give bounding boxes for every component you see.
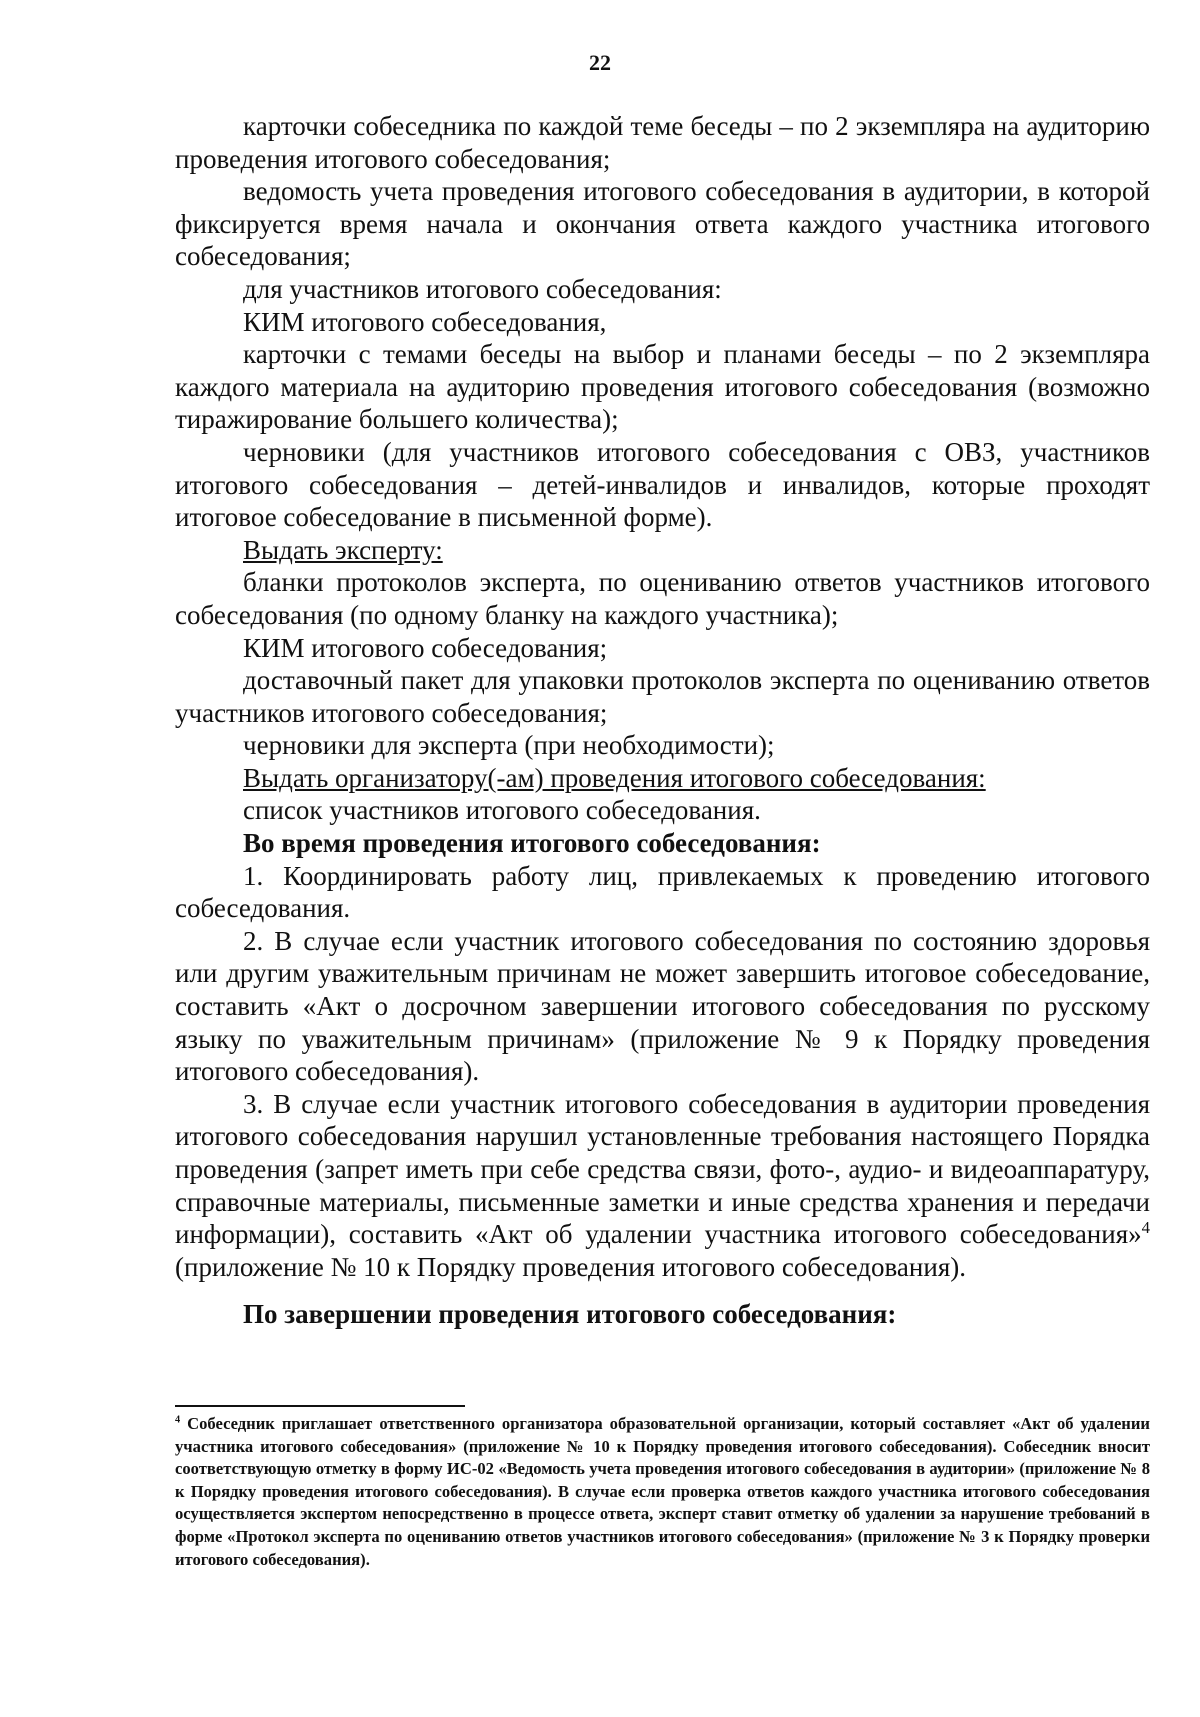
section-heading-during: Во время проведения итогового собеседования: [243, 828, 821, 859]
numbered-paragraph: 2. В случае если участник итогового собеседования по состоянию здоровья или другим уважительным причинам не может завершить итоговое собеседование, составить «Акт о досрочном завершении итогового собеседования по русскому языку по уважительным причинам» (приложение № 9 к Порядку проведения итогового собеседования). [175, 925, 1150, 1087]
footnote [175, 1413, 1150, 1571]
numbered-paragraph [175, 1088, 1150, 1284]
paragraph: доставочный пакет для упаковки протоколов эксперта по оцениванию ответов участников итогового собеседования; [175, 665, 1150, 728]
footnote-separator [175, 1405, 465, 1407]
paragraph: ведомость учета проведения итогового собеседования в аудитории, в которой фиксируется время начала и окончания ответа каждого участника итогового собеседования; [175, 176, 1150, 272]
paragraph: КИМ итогового собеседования; [243, 632, 608, 663]
paragraph: черновики (для участников итогового собеседования с ОВЗ, участников итогового собеседования – детей-инвалидов и инвалидов, которые проходят итоговое собеседование в письменной форме). [175, 436, 1150, 533]
section-heading-expert: Выдать эксперту: [243, 534, 443, 565]
page-number: 22 [589, 50, 611, 75]
section-heading-after: По завершении проведения итогового собеседования: [243, 1299, 897, 1330]
paragraph: черновики для эксперта (при необходимости); [243, 730, 775, 761]
body-text [175, 110, 1150, 1331]
paragraph: для участников итогового собеседования: [243, 273, 722, 304]
paragraph-text: 3. В случае если участник итогового собеседования в аудитории проведения итогового собеседования нарушил установленные требования настоящего Порядка проведения (запрет иметь при себе средства связи, фото-, аудио- и видеоаппаратуру, справочные материалы, письменные заметки и иные средства хранения и передачи информации), составить «Акт об удалении участника итогового собеседования» [175, 1088, 1150, 1250]
paragraph: бланки протоколов эксперта, по оцениванию ответов участников итогового собеседования (по одному бланку на каждого участника); [175, 567, 1150, 630]
paragraph: КИМ итогового собеседования, [243, 306, 607, 337]
paragraph: карточки с темами беседы на выбор и планами беседы – по 2 экземпляра каждого материала на аудиторию проведения итогового собеседования (возможно тиражирование большего количества); [175, 339, 1150, 435]
paragraph: карточки собеседника по каждой теме беседы – по 2 экземпляра на аудиторию проведения итогового собеседования; [175, 111, 1150, 174]
numbered-paragraph: 1. Координировать работу лиц, привлекаемых к проведению итогового собеседования. [175, 860, 1150, 924]
paragraph: список участников итогового собеседования. [243, 795, 761, 826]
paragraph-tail: (приложение № 10 к Порядку проведения итогового собеседования). [175, 1251, 966, 1282]
footnote-reference[interactable]: 4 [1141, 1218, 1150, 1238]
footnote-text: Собеседник приглашает ответственного организатора образовательной организации, который составляет «Акт об удалении участника итогового собеседования» (приложение № 10 к Порядку проведения итогового собеседования). Собеседник вносит соответствующую отметку в форму ИС-02 «Ведомость учета проведения итогового собеседования в аудитории» (приложение № 8 к Порядку проведения итогового собеседования). В случае если проверка ответов каждого участника итогового собеседования осуществляется экспертом непосредственно в процессе ответа, эксперт ставит отметку об удалении за нарушение требований в форме «Протокол эксперта по оцениванию ответов участников итогового собеседования» (приложение № 3 к Порядку проверки итогового собеседования). [175, 1414, 1150, 1569]
section-heading-organizer: Выдать организатору(-ам) проведения итогового собеседования: [243, 762, 986, 793]
footnote-marker: 4 [175, 1414, 181, 1426]
